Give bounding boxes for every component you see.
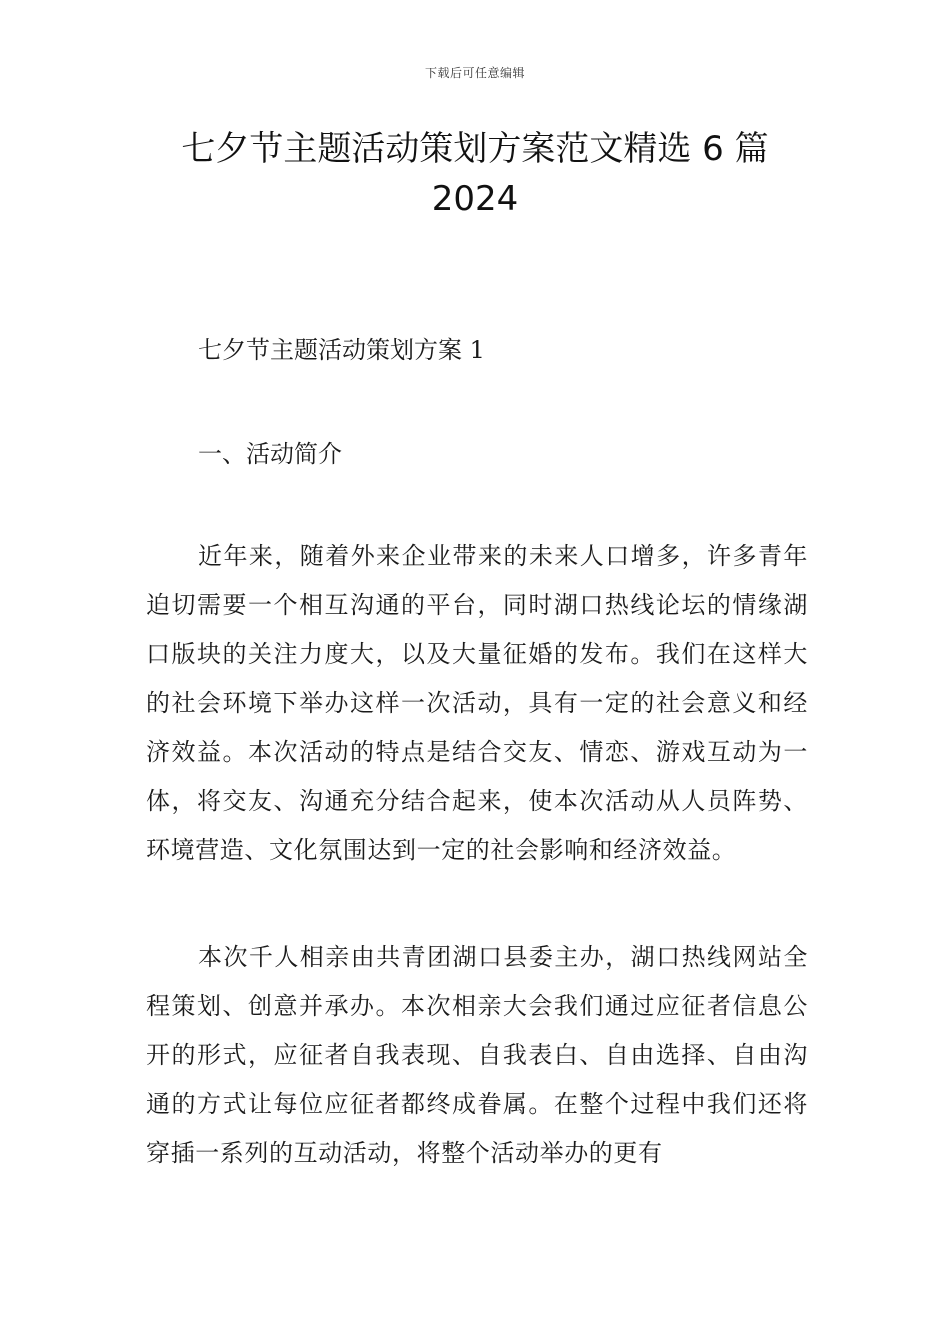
paragraph-1: 近年来，随着外来企业带来的未来人口增多，许多青年迫切需要一个相互沟通的平台，同时湖口热线论坛的情缘湖口版块的关注力度大，以及大量征婚的发布。我们在这样大的社会环境下举办这样一次活动，具有一定的社会意义和经济效益。本次活动的特点是结合交友、情恋、游戏互动为一体，将交友、沟通充分结合起来，使本次活动从人员阵势、环境营造、文化氛围达到一定的社会影响和经济效益。 [146,542,808,864]
document-body [146,326,808,1178]
paragraph-2: 本次千人相亲由共青团湖口县委主办，湖口热线网站全程策划、创意并承办。本次相亲大会我们通过应征者信息公开的形式，应征者自我表现、自我表白、自由选择、自由沟通的方式让每位应征者都终成眷属。在整个过程中我们还将穿插一系列的互动活动，将整个活动举办的更有 [146,943,808,1167]
header-note: 下载后可任意编辑 [424,66,525,80]
plan-heading: 七夕节主题活动策划方案 1 [198,336,485,364]
document-title [130,124,820,224]
title-line-1: 七夕节主题活动策划方案范文精选 6 篇 [181,129,769,169]
title-line-2: 2024 [431,179,519,219]
section-heading-intro: 一、活动简介 [198,440,342,468]
